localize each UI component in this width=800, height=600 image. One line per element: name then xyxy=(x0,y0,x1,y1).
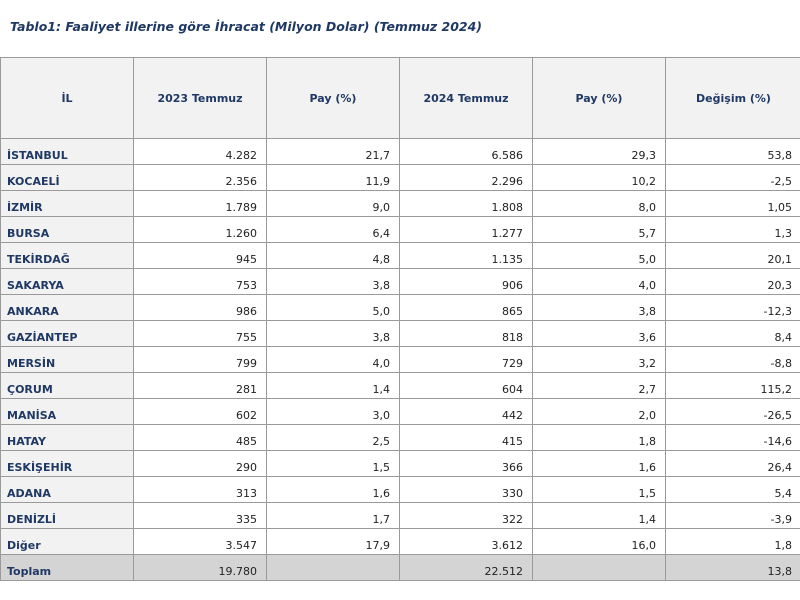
cell-pay-2023: 1,4 xyxy=(267,373,400,399)
table-row xyxy=(1,477,800,503)
cell-degisim: 115,2 xyxy=(666,373,800,399)
table-row xyxy=(1,191,800,217)
cell-il: ÇORUM xyxy=(1,373,134,399)
cell-pay-2023: 9,0 xyxy=(267,191,400,217)
table-row xyxy=(1,243,800,269)
cell-2024-temmuz: 442 xyxy=(400,399,533,425)
cell-degisim: -2,5 xyxy=(666,165,800,191)
table-title: Tablo1: Faaliyet illerine göre İhracat (Milyon Dolar) (Temmuz 2024) xyxy=(10,19,483,34)
cell-degisim: -3,9 xyxy=(666,503,800,529)
cell-degisim: 8,4 xyxy=(666,321,800,347)
cell-degisim: 1,05 xyxy=(666,191,800,217)
cell-2024-temmuz: 1.808 xyxy=(400,191,533,217)
table-row xyxy=(1,425,800,451)
cell-2024-temmuz: 3.612 xyxy=(400,529,533,555)
cell-2024-temmuz: 2.296 xyxy=(400,165,533,191)
column-header-il: İL xyxy=(1,58,134,139)
cell-degisim: -26,5 xyxy=(666,399,800,425)
cell-pay-2023: 2,5 xyxy=(267,425,400,451)
cell-2024-temmuz: 22.512 xyxy=(400,555,533,581)
cell-2024-temmuz: 415 xyxy=(400,425,533,451)
cell-il: ANKARA xyxy=(1,295,134,321)
cell-degisim: 1,3 xyxy=(666,217,800,243)
cell-degisim: 1,8 xyxy=(666,529,800,555)
cell-2023-temmuz: 602 xyxy=(134,399,267,425)
table-row xyxy=(1,165,800,191)
cell-il: SAKARYA xyxy=(1,269,134,295)
cell-pay-2023: 5,0 xyxy=(267,295,400,321)
cell-il: KOCAELİ xyxy=(1,165,134,191)
cell-il: TEKİRDAĞ xyxy=(1,243,134,269)
cell-2024-temmuz: 322 xyxy=(400,503,533,529)
cell-pay-2023: 3,8 xyxy=(267,321,400,347)
cell-2024-temmuz: 604 xyxy=(400,373,533,399)
cell-2024-temmuz: 1.277 xyxy=(400,217,533,243)
cell-2023-temmuz: 4.282 xyxy=(134,139,267,165)
column-header-pay-2023: Pay (%) xyxy=(267,58,400,139)
cell-il: ADANA xyxy=(1,477,134,503)
cell-pay-2024: 2,7 xyxy=(533,373,666,399)
cell-pay-2024: 2,0 xyxy=(533,399,666,425)
table-row xyxy=(1,139,800,165)
cell-degisim: 5,4 xyxy=(666,477,800,503)
cell-2024-temmuz: 818 xyxy=(400,321,533,347)
column-header-2023-temmuz: 2023 Temmuz xyxy=(134,58,267,139)
cell-2024-temmuz: 906 xyxy=(400,269,533,295)
cell-pay-2024: 3,8 xyxy=(533,295,666,321)
column-header-pay-2024: Pay (%) xyxy=(533,58,666,139)
cell-2023-temmuz: 945 xyxy=(134,243,267,269)
table-row xyxy=(1,529,800,555)
cell-degisim: 26,4 xyxy=(666,451,800,477)
cell-il: Toplam xyxy=(1,555,134,581)
table-row xyxy=(1,295,800,321)
cell-il: İSTANBUL xyxy=(1,139,134,165)
cell-pay-2023 xyxy=(267,555,400,581)
cell-pay-2023: 1,5 xyxy=(267,451,400,477)
cell-il: ESKİŞEHİR xyxy=(1,451,134,477)
cell-il: DENİZLİ xyxy=(1,503,134,529)
cell-2024-temmuz: 865 xyxy=(400,295,533,321)
cell-pay-2024: 1,4 xyxy=(533,503,666,529)
cell-pay-2023: 4,8 xyxy=(267,243,400,269)
cell-2023-temmuz: 1.260 xyxy=(134,217,267,243)
export-table xyxy=(0,57,800,581)
cell-2023-temmuz: 755 xyxy=(134,321,267,347)
cell-pay-2023: 3,8 xyxy=(267,269,400,295)
cell-degisim: -14,6 xyxy=(666,425,800,451)
table-row xyxy=(1,503,800,529)
cell-pay-2024 xyxy=(533,555,666,581)
cell-degisim: -12,3 xyxy=(666,295,800,321)
cell-2023-temmuz: 3.547 xyxy=(134,529,267,555)
table-row xyxy=(1,347,800,373)
cell-il: BURSA xyxy=(1,217,134,243)
cell-2023-temmuz: 281 xyxy=(134,373,267,399)
cell-pay-2023: 1,7 xyxy=(267,503,400,529)
cell-2023-temmuz: 313 xyxy=(134,477,267,503)
cell-degisim: -8,8 xyxy=(666,347,800,373)
table-row xyxy=(1,269,800,295)
cell-il: HATAY xyxy=(1,425,134,451)
header-row xyxy=(1,58,800,139)
cell-pay-2024: 1,6 xyxy=(533,451,666,477)
cell-pay-2024: 3,2 xyxy=(533,347,666,373)
cell-degisim: 13,8 xyxy=(666,555,800,581)
cell-2023-temmuz: 335 xyxy=(134,503,267,529)
table-body xyxy=(1,139,800,581)
cell-degisim: 53,8 xyxy=(666,139,800,165)
cell-il: MANİSA xyxy=(1,399,134,425)
cell-pay-2024: 4,0 xyxy=(533,269,666,295)
cell-2023-temmuz: 2.356 xyxy=(134,165,267,191)
cell-degisim: 20,3 xyxy=(666,269,800,295)
table-row xyxy=(1,321,800,347)
table-row xyxy=(1,399,800,425)
cell-pay-2023: 17,9 xyxy=(267,529,400,555)
cell-pay-2024: 10,2 xyxy=(533,165,666,191)
cell-degisim: 20,1 xyxy=(666,243,800,269)
cell-2024-temmuz: 1.135 xyxy=(400,243,533,269)
cell-2024-temmuz: 729 xyxy=(400,347,533,373)
cell-pay-2023: 6,4 xyxy=(267,217,400,243)
cell-2023-temmuz: 799 xyxy=(134,347,267,373)
cell-pay-2023: 21,7 xyxy=(267,139,400,165)
table-row xyxy=(1,451,800,477)
table-row xyxy=(1,373,800,399)
cell-pay-2024: 5,0 xyxy=(533,243,666,269)
cell-pay-2023: 1,6 xyxy=(267,477,400,503)
cell-pay-2024: 8,0 xyxy=(533,191,666,217)
cell-pay-2024: 29,3 xyxy=(533,139,666,165)
cell-2023-temmuz: 1.789 xyxy=(134,191,267,217)
cell-pay-2023: 11,9 xyxy=(267,165,400,191)
cell-2023-temmuz: 19.780 xyxy=(134,555,267,581)
cell-pay-2023: 3,0 xyxy=(267,399,400,425)
cell-2024-temmuz: 330 xyxy=(400,477,533,503)
cell-2023-temmuz: 986 xyxy=(134,295,267,321)
cell-pay-2024: 1,8 xyxy=(533,425,666,451)
total-row xyxy=(1,555,800,581)
cell-2023-temmuz: 290 xyxy=(134,451,267,477)
cell-pay-2023: 4,0 xyxy=(267,347,400,373)
cell-il: Diğer xyxy=(1,529,134,555)
cell-il: İZMİR xyxy=(1,191,134,217)
cell-pay-2024: 5,7 xyxy=(533,217,666,243)
cell-pay-2024: 3,6 xyxy=(533,321,666,347)
cell-2023-temmuz: 753 xyxy=(134,269,267,295)
cell-il: MERSİN xyxy=(1,347,134,373)
column-header-degisim: Değişim (%) xyxy=(666,58,800,139)
table-row xyxy=(1,217,800,243)
cell-il: GAZİANTEP xyxy=(1,321,134,347)
cell-2024-temmuz: 366 xyxy=(400,451,533,477)
cell-2023-temmuz: 485 xyxy=(134,425,267,451)
cell-pay-2024: 1,5 xyxy=(533,477,666,503)
column-header-2024-temmuz: 2024 Temmuz xyxy=(400,58,533,139)
cell-2024-temmuz: 6.586 xyxy=(400,139,533,165)
cell-pay-2024: 16,0 xyxy=(533,529,666,555)
